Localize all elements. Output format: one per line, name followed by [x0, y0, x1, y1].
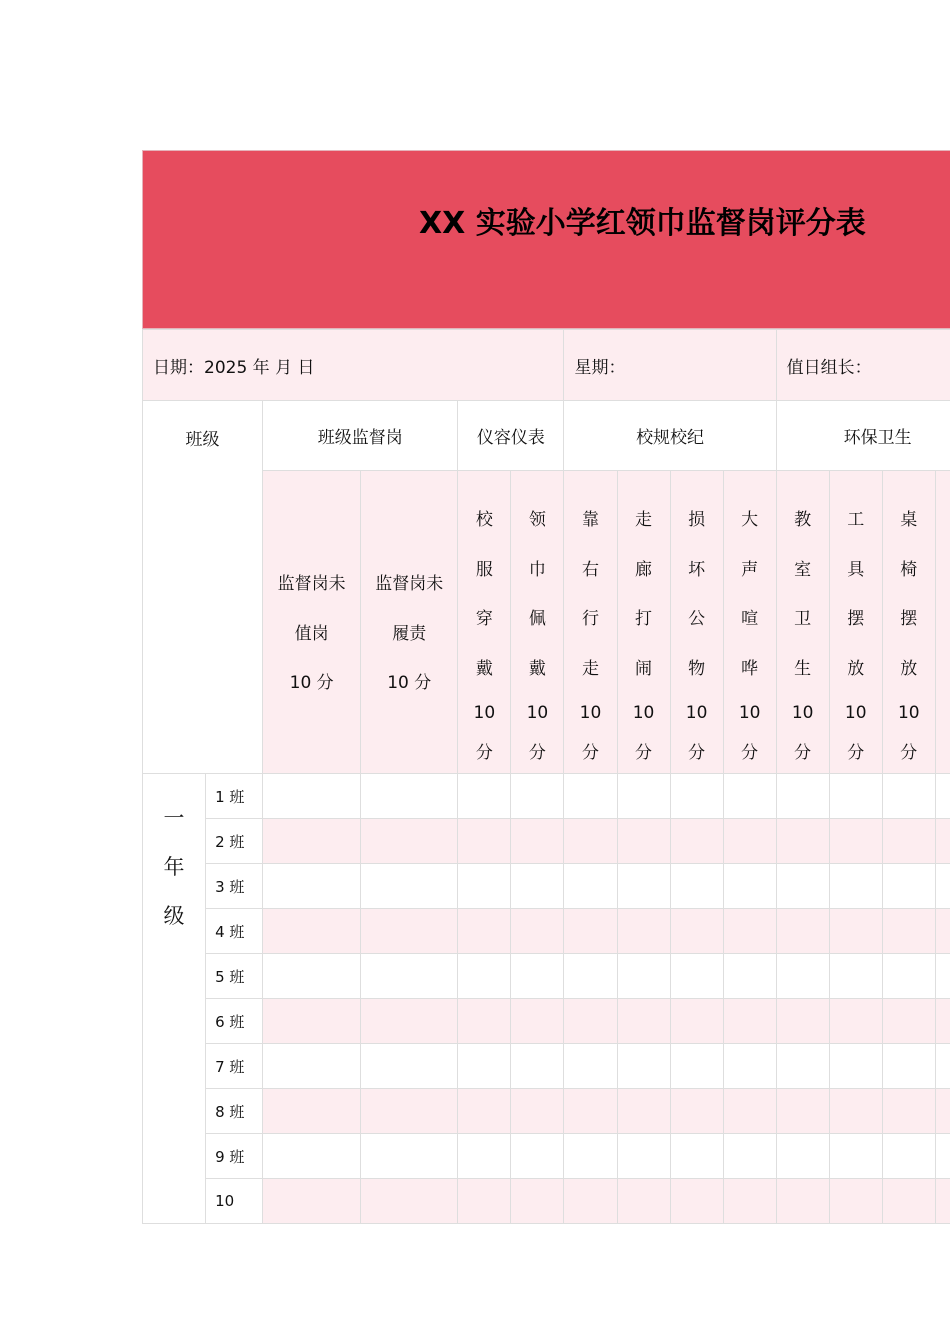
score-cell[interactable] — [723, 954, 776, 999]
criteria-row — [143, 471, 950, 774]
criterion-char: 放 — [900, 658, 918, 679]
score-cell[interactable] — [935, 864, 950, 909]
criterion-char: 工 — [847, 510, 865, 530]
score-cell[interactable] — [670, 774, 723, 819]
info-row — [143, 330, 950, 401]
score-cell[interactable] — [511, 774, 564, 819]
score-cell[interactable] — [776, 1134, 829, 1179]
criterion-score: 分 — [635, 742, 653, 763]
score-cell[interactable] — [564, 1089, 617, 1134]
score-cell[interactable] — [935, 1044, 950, 1089]
score-cell[interactable] — [829, 1089, 882, 1134]
date-field[interactable] — [143, 330, 564, 401]
criterion-extra — [935, 471, 950, 774]
score-cell[interactable] — [670, 819, 723, 864]
score-cell[interactable] — [361, 1179, 458, 1224]
criterion-narrow-6 — [776, 471, 829, 774]
score-cell[interactable] — [263, 1089, 361, 1134]
score-cell[interactable] — [617, 1044, 670, 1089]
criterion-text: 10 分 — [289, 673, 334, 694]
score-cell[interactable] — [882, 774, 935, 819]
criterion-text: 10 分 — [387, 673, 432, 694]
score-cell[interactable] — [263, 774, 361, 819]
score-cell[interactable] — [829, 1179, 882, 1224]
score-cell[interactable] — [617, 774, 670, 819]
score-cell[interactable] — [511, 909, 564, 954]
score-cell[interactable] — [458, 999, 511, 1044]
criterion-char: 公 — [688, 609, 706, 629]
criterion-char: 打 — [635, 609, 653, 629]
grade-char: 年 — [163, 855, 185, 879]
table-row — [143, 864, 950, 909]
criterion-score: 分 — [900, 742, 918, 763]
score-cell[interactable] — [882, 999, 935, 1044]
table-row — [143, 909, 950, 954]
score-cell[interactable] — [564, 774, 617, 819]
score-cell[interactable] — [361, 1044, 458, 1089]
score-cell[interactable] — [564, 954, 617, 999]
criterion-char: 室 — [794, 559, 812, 580]
table-row — [143, 1044, 950, 1089]
class-label: 9 班 — [206, 1134, 263, 1179]
criterion-wide-1 — [361, 471, 458, 774]
score-cell[interactable] — [511, 1179, 564, 1224]
score-cell[interactable] — [829, 819, 882, 864]
score-cell[interactable] — [458, 1179, 511, 1224]
score-cell[interactable] — [361, 954, 458, 999]
score-cell[interactable] — [829, 864, 882, 909]
criterion-char: 走 — [635, 510, 653, 530]
criterion-text: 履责 — [392, 623, 427, 644]
criterion-narrow-8 — [882, 471, 935, 774]
criterion-score: 10 — [791, 703, 814, 723]
criterion-char: 摆 — [900, 609, 918, 629]
score-cell[interactable] — [263, 909, 361, 954]
criterion-score: 分 — [528, 742, 546, 763]
table-row — [143, 954, 950, 999]
class-rows — [143, 774, 950, 1224]
score-cell[interactable] — [882, 1044, 935, 1089]
score-cell[interactable] — [263, 819, 361, 864]
score-cell[interactable] — [829, 774, 882, 819]
score-cell[interactable] — [670, 1044, 723, 1089]
score-cell[interactable] — [829, 909, 882, 954]
score-cell[interactable] — [511, 1134, 564, 1179]
score-cell[interactable] — [882, 1179, 935, 1224]
score-cell[interactable] — [361, 864, 458, 909]
criterion-score: 分 — [794, 742, 812, 763]
class-label: 8 班 — [206, 1089, 263, 1134]
criterion-char: 廊 — [635, 559, 653, 580]
score-cell[interactable] — [511, 1044, 564, 1089]
criterion-char: 校 — [475, 510, 493, 530]
score-cell[interactable] — [882, 954, 935, 999]
criterion-score: 10 — [738, 703, 761, 723]
score-cell[interactable] — [361, 999, 458, 1044]
score-cell[interactable] — [723, 864, 776, 909]
criterion-narrow-3 — [617, 471, 670, 774]
class-label: 2 班 — [206, 819, 263, 864]
criterion-char: 行 — [581, 609, 599, 629]
score-cell[interactable] — [670, 909, 723, 954]
criterion-text: 值岗 — [294, 623, 329, 644]
score-cell[interactable] — [723, 1134, 776, 1179]
criterion-char: 佩 — [528, 609, 546, 629]
leader-field[interactable] — [776, 330, 950, 401]
group-header-discipline: 校规校纪 — [564, 401, 776, 471]
criterion-char: 教 — [794, 510, 812, 530]
table-row — [143, 1089, 950, 1134]
criterion-char: 大 — [741, 510, 759, 530]
criterion-char: 摆 — [847, 609, 865, 629]
criterion-char: 穿 — [475, 609, 493, 629]
score-cell[interactable] — [776, 999, 829, 1044]
class-label: 1 班 — [206, 774, 263, 819]
score-cell[interactable] — [458, 819, 511, 864]
class-label: 4 班 — [206, 909, 263, 954]
score-cell[interactable] — [670, 999, 723, 1044]
score-cell[interactable] — [670, 954, 723, 999]
score-cell[interactable] — [361, 909, 458, 954]
score-cell[interactable] — [263, 1134, 361, 1179]
score-cell[interactable] — [511, 864, 564, 909]
criterion-char: 物 — [688, 658, 706, 679]
score-cell[interactable] — [829, 954, 882, 999]
score-cell[interactable] — [670, 1179, 723, 1224]
score-cell[interactable] — [935, 774, 950, 819]
criterion-score: 分 — [847, 742, 865, 763]
criterion-score: 10 — [685, 703, 708, 723]
criterion-score: 分 — [581, 742, 599, 763]
weekday-field[interactable] — [564, 330, 776, 401]
score-cell[interactable] — [564, 999, 617, 1044]
score-cell[interactable] — [458, 864, 511, 909]
criterion-char: 巾 — [528, 559, 546, 580]
score-cell[interactable] — [564, 1134, 617, 1179]
score-cell[interactable] — [617, 864, 670, 909]
criterion-score: 10 — [897, 703, 920, 723]
score-cell[interactable] — [263, 1179, 361, 1224]
score-cell[interactable] — [564, 864, 617, 909]
table-row — [143, 774, 950, 819]
score-cell[interactable] — [829, 1134, 882, 1179]
score-cell[interactable] — [776, 774, 829, 819]
score-cell[interactable] — [458, 1044, 511, 1089]
score-cell[interactable] — [776, 864, 829, 909]
score-cell[interactable] — [882, 864, 935, 909]
score-cell[interactable] — [882, 909, 935, 954]
score-cell[interactable] — [776, 819, 829, 864]
score-cell[interactable] — [829, 999, 882, 1044]
criterion-char: 椅 — [900, 559, 918, 580]
criterion-score: 10 — [579, 703, 602, 723]
score-cell[interactable] — [564, 909, 617, 954]
page-title: XX 实验小学红领巾监督岗评分表 — [419, 206, 866, 241]
score-cell[interactable] — [263, 999, 361, 1044]
score-cell[interactable] — [617, 1179, 670, 1224]
score-cell[interactable] — [361, 1089, 458, 1134]
score-cell[interactable] — [617, 999, 670, 1044]
criterion-char: 闹 — [635, 658, 653, 679]
score-cell[interactable] — [882, 1134, 935, 1179]
class-label: 5 班 — [206, 954, 263, 999]
score-cell[interactable] — [617, 1089, 670, 1134]
criterion-char: 喧 — [741, 609, 759, 629]
table-row — [143, 1134, 950, 1179]
criterion-char: 哗 — [741, 658, 759, 679]
score-cell[interactable] — [882, 1089, 935, 1134]
criterion-char: 戴 — [475, 658, 493, 679]
criterion-char: 损 — [688, 510, 706, 530]
title-banner — [142, 150, 950, 329]
class-label: 7 班 — [206, 1044, 263, 1089]
score-cell[interactable] — [511, 1089, 564, 1134]
criterion-text: 监督岗未 — [375, 574, 444, 595]
score-cell[interactable] — [511, 819, 564, 864]
group-header-hygiene: 环保卫生 — [776, 401, 950, 471]
table-row — [143, 819, 950, 864]
score-cell[interactable] — [670, 1134, 723, 1179]
score-cell[interactable] — [458, 909, 511, 954]
grade-char: 级 — [163, 904, 185, 928]
criterion-char: 生 — [794, 658, 812, 679]
criterion-narrow-0 — [458, 471, 511, 774]
group-header-monitor: 班级监督岗 — [263, 401, 458, 471]
score-cell[interactable] — [935, 909, 950, 954]
criterion-char: 放 — [847, 658, 865, 679]
criterion-narrow-2 — [564, 471, 617, 774]
criterion-char: 声 — [741, 559, 759, 580]
score-cell[interactable] — [723, 1089, 776, 1134]
criterion-score: 分 — [741, 742, 759, 763]
criterion-narrow-7 — [829, 471, 882, 774]
score-cell[interactable] — [458, 774, 511, 819]
score-cell[interactable] — [458, 1089, 511, 1134]
group-header-appearance: 仪容仪表 — [458, 401, 564, 471]
criterion-narrow-1 — [511, 471, 564, 774]
criterion-score: 10 — [526, 703, 549, 723]
score-cell[interactable] — [776, 1089, 829, 1134]
score-cell[interactable] — [511, 954, 564, 999]
table-row — [143, 999, 950, 1044]
score-cell[interactable] — [723, 774, 776, 819]
score-table — [142, 329, 950, 1224]
table-row — [143, 1179, 950, 1224]
score-cell[interactable] — [935, 1134, 950, 1179]
score-cell[interactable] — [361, 819, 458, 864]
score-cell[interactable] — [723, 999, 776, 1044]
criterion-char: 右 — [581, 559, 599, 580]
score-cell[interactable] — [361, 774, 458, 819]
score-cell[interactable] — [263, 954, 361, 999]
score-cell[interactable] — [935, 954, 950, 999]
score-cell[interactable] — [263, 1044, 361, 1089]
criterion-char: 具 — [847, 559, 865, 580]
score-cell[interactable] — [935, 819, 950, 864]
criterion-char: 卫 — [794, 609, 812, 629]
score-cell[interactable] — [458, 1134, 511, 1179]
criterion-char: 桌 — [900, 510, 918, 530]
grade-char: 一 — [163, 806, 185, 830]
score-cell[interactable] — [776, 954, 829, 999]
score-cell[interactable] — [723, 909, 776, 954]
class-label: 6 班 — [206, 999, 263, 1044]
criterion-score: 10 — [632, 703, 655, 723]
criterion-score: 10 — [473, 703, 496, 723]
score-cell[interactable] — [829, 1044, 882, 1089]
criterion-char: 戴 — [528, 658, 546, 679]
score-cell[interactable] — [511, 999, 564, 1044]
score-cell[interactable] — [617, 819, 670, 864]
score-cell[interactable] — [723, 1179, 776, 1224]
score-cell[interactable] — [935, 999, 950, 1044]
grade-label — [143, 774, 206, 1224]
score-cell[interactable] — [935, 1179, 950, 1224]
score-cell[interactable] — [617, 954, 670, 999]
class-header: 班级 — [143, 401, 263, 774]
score-cell[interactable] — [617, 1134, 670, 1179]
leader-label: 值日组长： — [786, 357, 872, 378]
criterion-char: 坏 — [688, 559, 706, 580]
class-label: 3 班 — [206, 864, 263, 909]
criterion-char: 靠 — [581, 510, 599, 530]
criterion-narrow-5 — [723, 471, 776, 774]
score-cell[interactable] — [776, 1179, 829, 1224]
criterion-score: 分 — [688, 742, 706, 763]
score-cell[interactable] — [776, 1044, 829, 1089]
criterion-char: 服 — [475, 559, 493, 580]
score-cell[interactable] — [564, 1179, 617, 1224]
score-cell[interactable] — [935, 1089, 950, 1134]
score-cell[interactable] — [361, 1134, 458, 1179]
criterion-text: 监督岗未 — [277, 574, 346, 595]
criterion-char: 走 — [581, 658, 599, 679]
score-cell[interactable] — [670, 1089, 723, 1134]
criterion-char: 领 — [528, 510, 546, 530]
score-cell[interactable] — [617, 909, 670, 954]
class-label: 10 — [206, 1179, 263, 1224]
score-cell[interactable] — [564, 819, 617, 864]
score-cell[interactable] — [723, 1044, 776, 1089]
score-cell[interactable] — [564, 1044, 617, 1089]
weekday-label: 星期： — [574, 357, 626, 378]
score-cell[interactable] — [670, 864, 723, 909]
date-label: 日期：2025 年 月 日 — [153, 357, 315, 378]
score-cell[interactable] — [458, 954, 511, 999]
score-cell[interactable] — [723, 819, 776, 864]
criterion-wide-0 — [263, 471, 361, 774]
criterion-narrow-4 — [670, 471, 723, 774]
score-cell[interactable] — [882, 819, 935, 864]
score-cell[interactable] — [263, 864, 361, 909]
criterion-score: 分 — [475, 742, 493, 763]
criterion-score: 10 — [844, 703, 867, 723]
score-cell[interactable] — [776, 909, 829, 954]
group-header-row — [143, 401, 950, 471]
